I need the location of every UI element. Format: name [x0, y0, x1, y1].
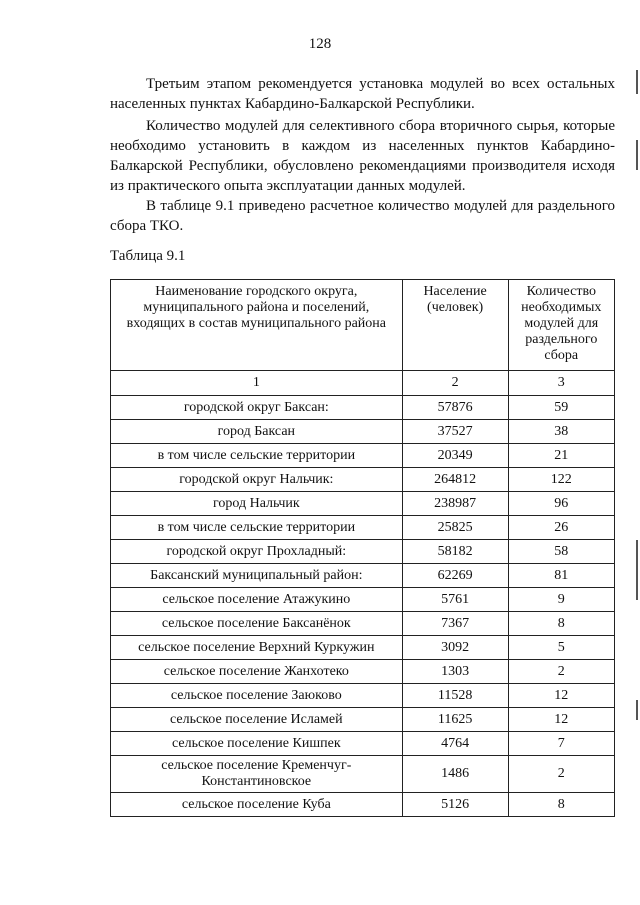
cell-name: городской округ Прохладный:	[111, 540, 403, 564]
cell-population: 58182	[402, 540, 508, 564]
cell-modules: 12	[508, 708, 614, 732]
cell-modules: 81	[508, 564, 614, 588]
table-row	[111, 396, 615, 420]
scan-edge-mark	[636, 540, 638, 600]
table-row	[111, 564, 615, 588]
table-row	[111, 732, 615, 756]
table-body	[111, 396, 615, 817]
cell-population: 57876	[402, 396, 508, 420]
table-row	[111, 636, 615, 660]
table-row	[111, 756, 615, 793]
cell-name: в том числе сельские территории	[111, 444, 403, 468]
table-caption: Таблица 9.1	[110, 248, 186, 264]
table-row	[111, 468, 615, 492]
table-row	[111, 588, 615, 612]
cell-population: 3092	[402, 636, 508, 660]
cell-name: городской округ Баксан:	[111, 396, 403, 420]
page-number: 128	[308, 36, 332, 52]
cell-name: сельское поселение Куба	[111, 793, 403, 817]
cell-population: 20349	[402, 444, 508, 468]
cell-modules: 21	[508, 444, 614, 468]
paragraph-module-count: Количество модулей для селективного сбора вторичного сырья, которые необходимо установить в каждом из населенных пунктов Кабардино-Балкарской Республики, обусловлено рекомендациями производителя исходя из практического опыта эксплуатации данных модулей.	[110, 118, 615, 194]
paragraph-table-intro: В таблице 9.1 приведено расчетное количество модулей для раздельного сбора ТКО.	[110, 198, 615, 234]
cell-population: 11528	[402, 684, 508, 708]
cell-population: 25825	[402, 516, 508, 540]
column-number-1: 1	[111, 371, 403, 396]
cell-modules: 5	[508, 636, 614, 660]
cell-population: 62269	[402, 564, 508, 588]
cell-modules: 9	[508, 588, 614, 612]
cell-modules: 2	[508, 660, 614, 684]
cell-population: 238987	[402, 492, 508, 516]
cell-name: сельское поселение Заюково	[111, 684, 403, 708]
scan-edge-mark	[636, 140, 638, 170]
table-row	[111, 492, 615, 516]
cell-population: 4764	[402, 732, 508, 756]
cell-name: сельское поселение Кременчуг-Константиновское	[111, 756, 403, 793]
table-row	[111, 708, 615, 732]
modules-table	[110, 279, 615, 817]
table-row	[111, 793, 615, 817]
cell-population: 264812	[402, 468, 508, 492]
cell-modules: 8	[508, 793, 614, 817]
table-row	[111, 612, 615, 636]
cell-modules: 96	[508, 492, 614, 516]
cell-modules: 2	[508, 756, 614, 793]
header-modules: Количество необходимых модулей для раздельного сбора	[508, 280, 614, 371]
cell-population: 7367	[402, 612, 508, 636]
cell-name: Баксанский муниципальный район:	[111, 564, 403, 588]
cell-name: сельское поселение Верхний Куркужин	[111, 636, 403, 660]
cell-name: сельское поселение Кишпек	[111, 732, 403, 756]
cell-modules: 7	[508, 732, 614, 756]
cell-modules: 12	[508, 684, 614, 708]
table-row	[111, 540, 615, 564]
cell-name: сельское поселение Исламей	[111, 708, 403, 732]
cell-population: 5761	[402, 588, 508, 612]
cell-modules: 26	[508, 516, 614, 540]
cell-name: сельское поселение Баксанёнок	[111, 612, 403, 636]
cell-modules: 58	[508, 540, 614, 564]
cell-population: 11625	[402, 708, 508, 732]
scan-edge-mark	[636, 70, 638, 94]
table-row	[111, 444, 615, 468]
cell-modules: 122	[508, 468, 614, 492]
paragraph-stage-three: Третьим этапом рекомендуется установка модулей во всех остальных населенных пунктах Кабардино-Балкарской Республики.	[110, 76, 615, 112]
cell-population: 1303	[402, 660, 508, 684]
header-name: Наименование городского округа, муниципального района и поселений, входящих в состав муниципального района	[111, 280, 403, 371]
column-number-2: 2	[402, 371, 508, 396]
cell-modules: 38	[508, 420, 614, 444]
cell-population: 5126	[402, 793, 508, 817]
cell-name: в том числе сельские территории	[111, 516, 403, 540]
column-number-row	[111, 371, 615, 396]
table-row	[111, 660, 615, 684]
cell-modules: 8	[508, 612, 614, 636]
header-population: Население (человек)	[402, 280, 508, 371]
table-row	[111, 420, 615, 444]
table-header-row	[111, 280, 615, 371]
cell-population: 37527	[402, 420, 508, 444]
cell-name: город Баксан	[111, 420, 403, 444]
cell-name: сельское поселение Атажукино	[111, 588, 403, 612]
table-row	[111, 516, 615, 540]
cell-name: сельское поселение Жанхотеко	[111, 660, 403, 684]
cell-name: городской округ Нальчик:	[111, 468, 403, 492]
scan-edge-mark	[636, 700, 638, 720]
cell-modules: 59	[508, 396, 614, 420]
cell-population: 1486	[402, 756, 508, 793]
column-number-3: 3	[508, 371, 614, 396]
cell-name: город Нальчик	[111, 492, 403, 516]
table-row	[111, 684, 615, 708]
